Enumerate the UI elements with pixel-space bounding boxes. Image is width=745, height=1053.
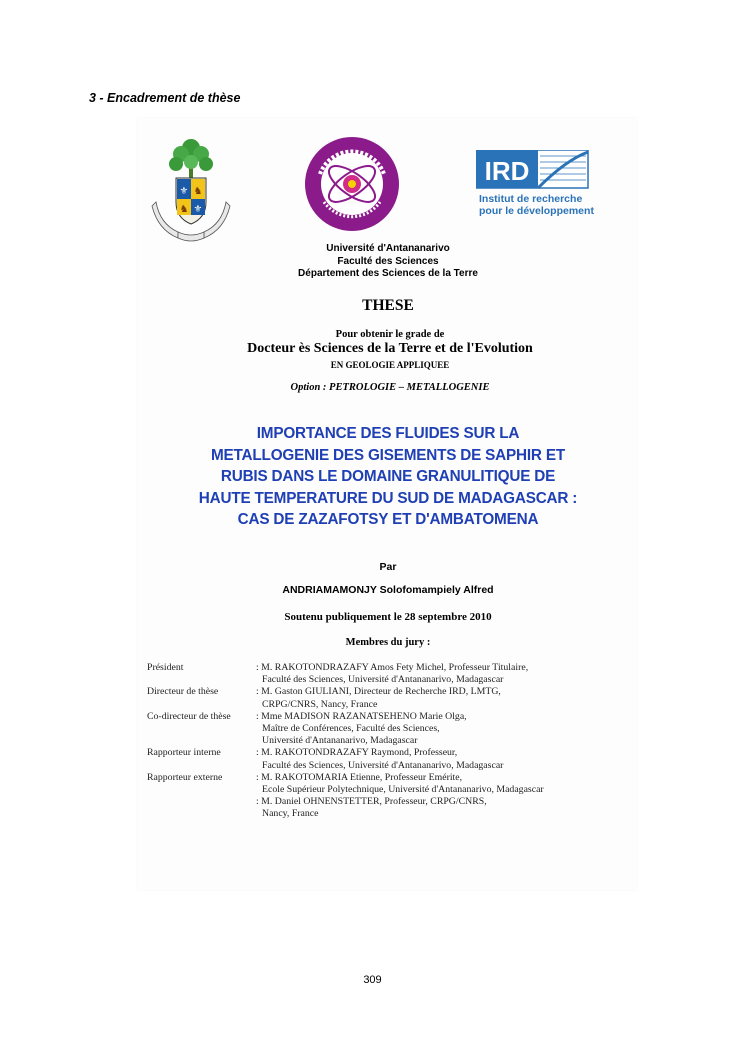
jury-line: Maître de Conférences, Faculté des Sciences,	[262, 723, 440, 735]
institution-block	[230, 243, 546, 281]
jury-role: Président	[147, 662, 184, 673]
page-number: 309	[363, 974, 382, 986]
grade-line-3: EN GEOLOGIE APPLIQUEE	[330, 360, 450, 370]
defense-date: Soutenu publiquement le 28 septembre 2010	[284, 611, 492, 623]
author-name: ANDRIAMAMONJY Solofomampiely Alfred	[282, 584, 494, 596]
svg-text:♞: ♞	[193, 186, 203, 197]
jury-role: Directeur de thèse	[147, 686, 219, 698]
par-label: Par	[379, 561, 397, 573]
jury-line: Faculté des Sciences, Université d'Antananarivo, Madagascar	[262, 674, 504, 686]
section-heading: 3 - Encadrement de thèse	[89, 91, 241, 105]
ird-caption: Institut de recherche pour le développement	[479, 193, 594, 217]
jury-line: Université d'Antananarivo, Madagascar	[262, 735, 418, 747]
university-crest-icon	[148, 132, 234, 250]
faculty-name: Faculté des Sciences	[337, 255, 439, 267]
jury-line: : Mme MADISON RAZANATSEHENO Marie Olga,	[256, 710, 467, 722]
jury-row-codirector	[147, 711, 627, 748]
university-name: Université d'Antananarivo	[326, 243, 450, 254]
thesis-title-line: METALLOGENIE DES GISEMENTS DE SAPHIR ET	[211, 446, 565, 464]
thesis-title-line: RUBIS DANS LE DOMAINE GRANULITIQUE DE	[220, 468, 556, 485]
jury-role: Rapporteur interne	[147, 747, 221, 759]
jury-row-external-reviewer	[147, 772, 627, 821]
jury-line: : M. Daniel OHNENSTETTER, Professeur, CRPG/CNRS,	[256, 796, 487, 808]
svg-text:♞: ♞	[179, 204, 189, 215]
jury-line: Faculté des Sciences, Université d'Antananarivo, Madagascar	[262, 759, 504, 771]
jury-line: : M. RAKOTONDRAZAFY Amos Fety Michel, Professeur Titulaire,	[256, 662, 529, 673]
thesis-title	[140, 423, 636, 531]
tree-icon	[169, 139, 213, 178]
svg-text:⚜: ⚜	[179, 186, 189, 197]
svg-text:⚜: ⚜	[193, 204, 203, 215]
ird-name: IRD	[484, 156, 530, 186]
these-heading: THESE	[362, 297, 414, 314]
jury-role: Rapporteur externe	[147, 771, 223, 783]
jury-line: : M. RAKOTONDRAZAFY Raymond, Professeur,	[256, 747, 458, 759]
jury-list	[147, 662, 627, 821]
jury-title: Membres du jury :	[345, 637, 431, 648]
jury-line: : M. Gaston GIULIANI, Directeur de Recherche IRD, LMTG,	[256, 686, 501, 698]
grade-line-2: Docteur ès Sciences de la Terre et de l'Evolution	[247, 341, 533, 356]
jury-line: Nancy, France	[262, 808, 319, 820]
jury-line: Ecole Supérieur Polytechnique, Université d'Antananarivo, Madagascar	[262, 784, 544, 796]
department-name: Département des Sciences de la Terre	[298, 268, 478, 279]
jury-role: Co-directeur de thèse	[147, 710, 231, 722]
thesis-title-line: IMPORTANCE DES FLUIDES SUR LA	[256, 425, 520, 442]
jury-line: : M. RAKOTOMARIA Etienne, Professeur Emérite,	[256, 771, 463, 783]
option-line: Option : PETROLOGIE – METALLOGENIE	[290, 382, 490, 393]
thesis-title-line: CAS DE ZAZAFOTSY ET D'AMBATOMENA	[237, 511, 539, 528]
jury-line: CRPG/CNRS, Nancy, France	[262, 698, 378, 710]
thesis-title-line: HAUTE TEMPERATURE DU SUD DE MADAGASCAR :	[198, 489, 578, 507]
grade-line-1: Pour obtenir le grade de	[335, 329, 445, 340]
faculty-of-sciences-seal-icon	[302, 134, 402, 234]
jury-row-director	[147, 686, 627, 710]
jury-row-president	[147, 662, 627, 686]
jury-row-internal-reviewer	[147, 747, 627, 771]
